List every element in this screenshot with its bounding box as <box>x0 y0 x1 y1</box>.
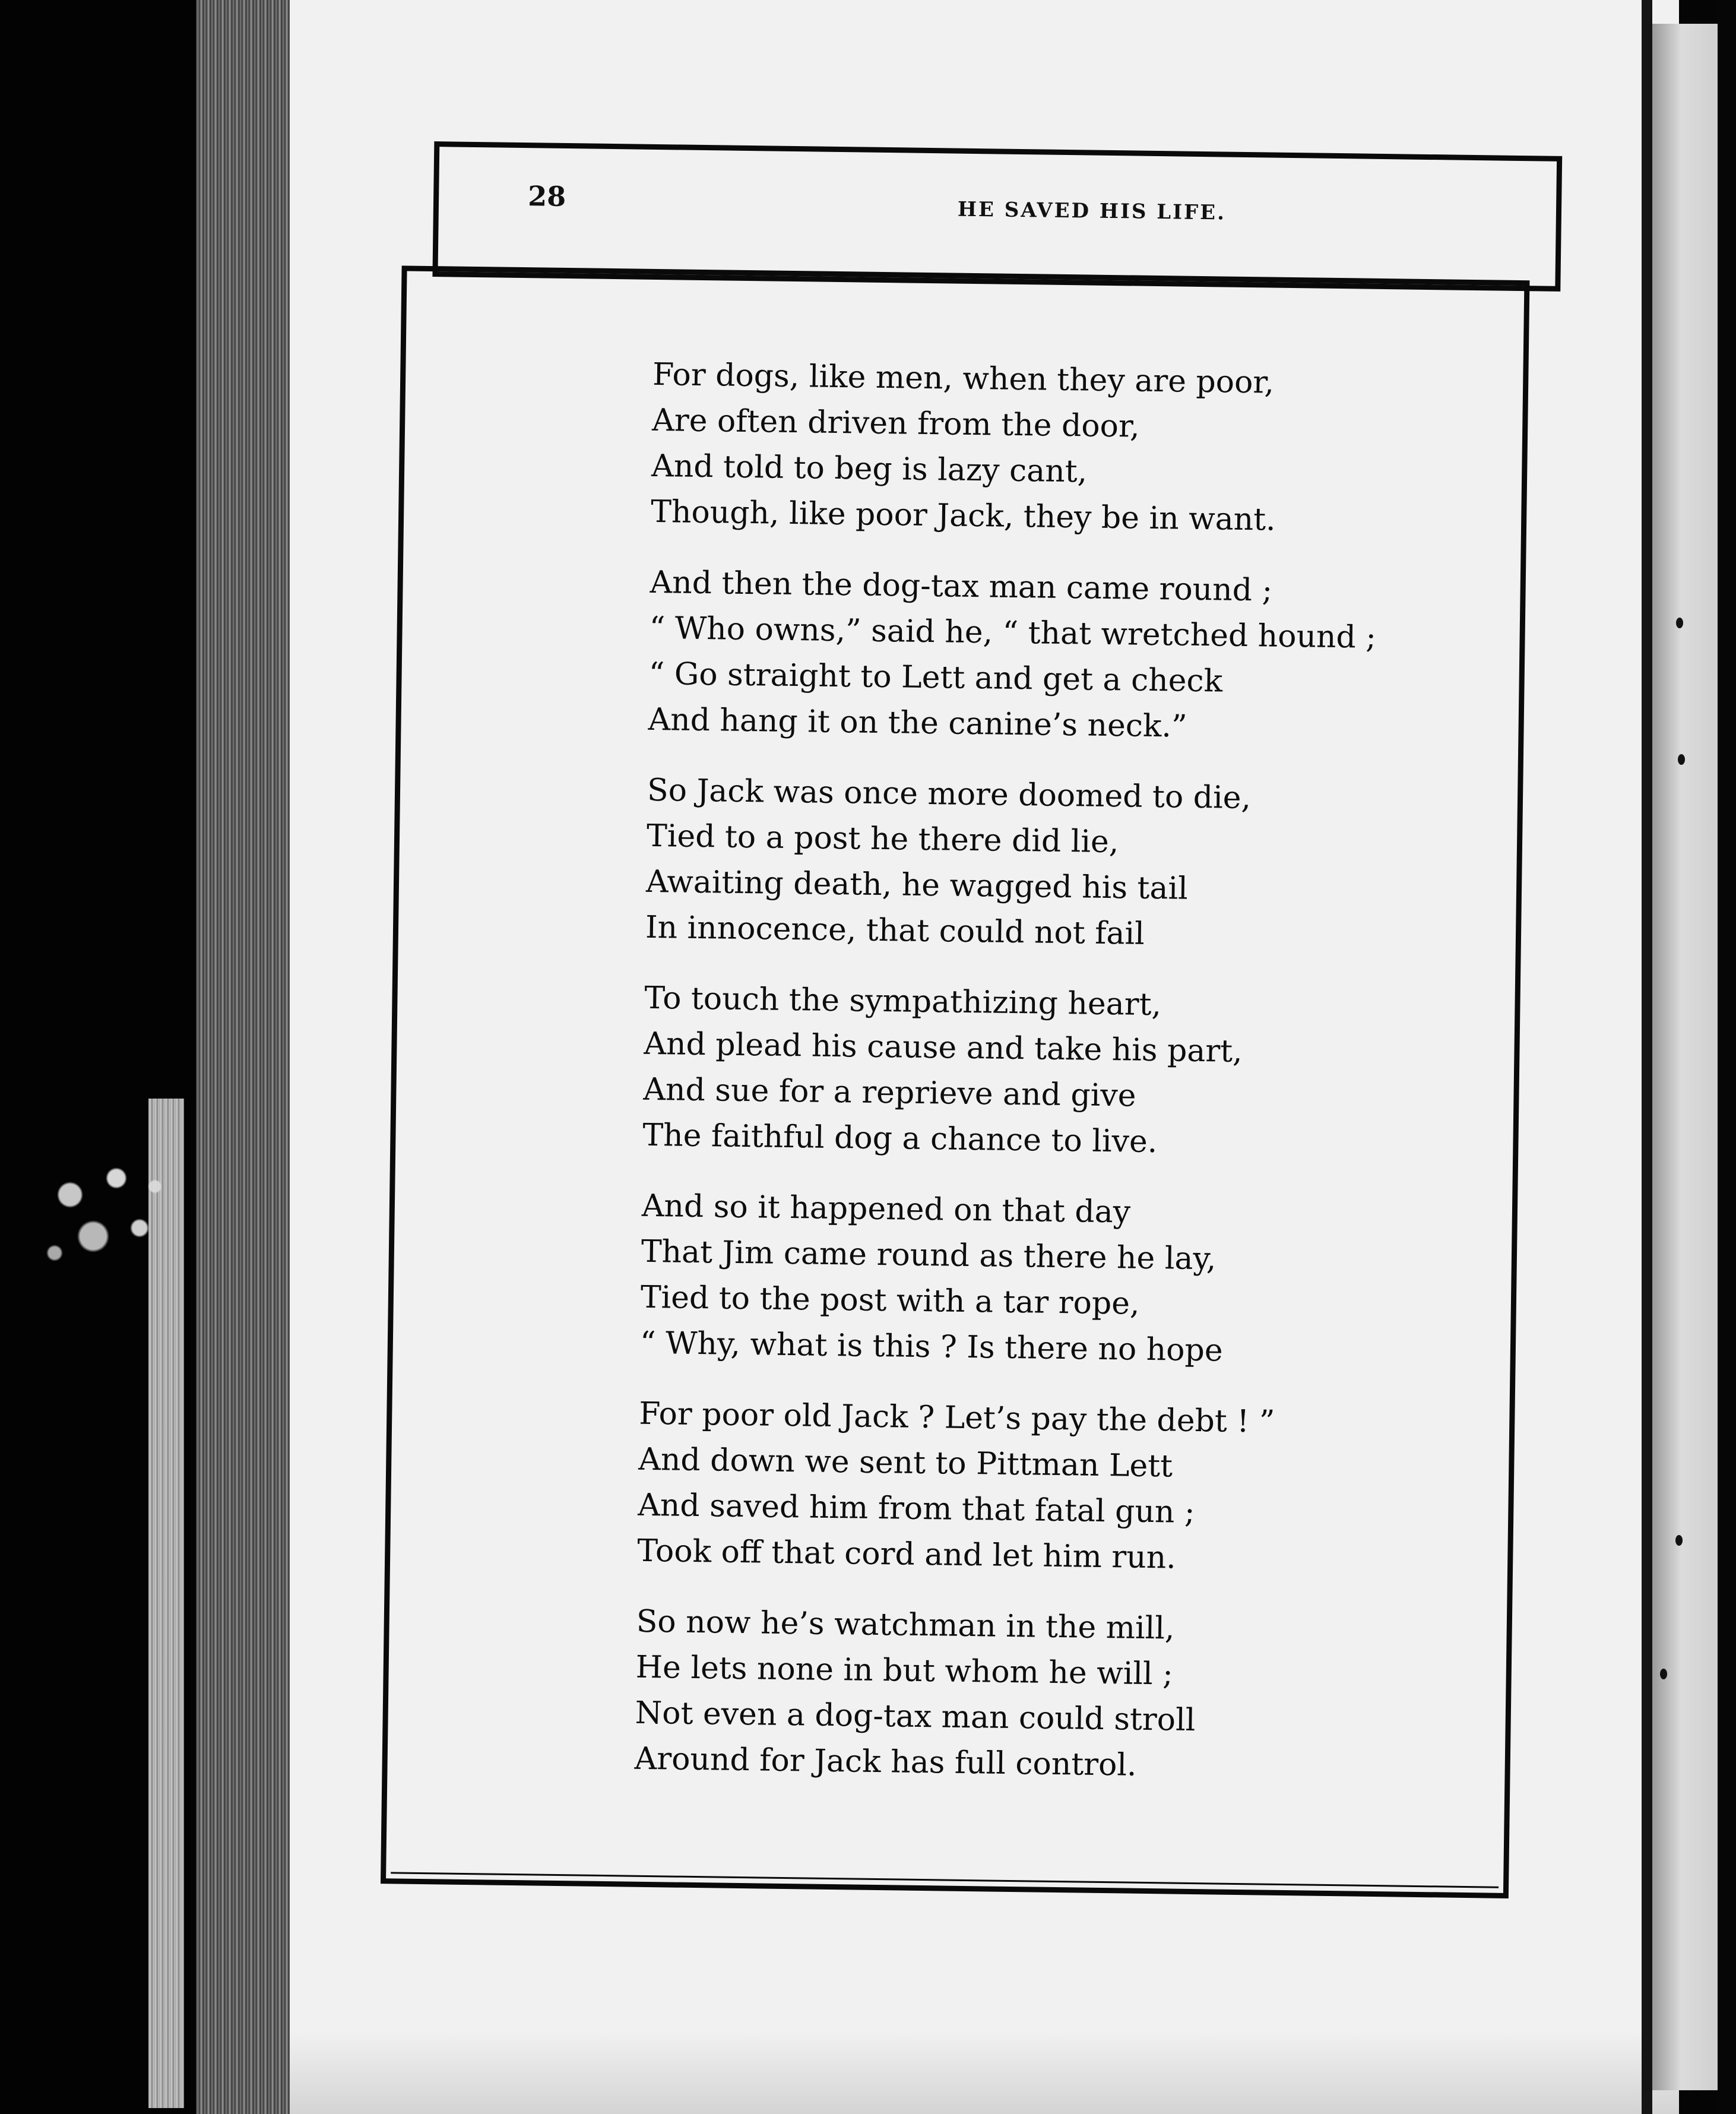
stanza <box>651 352 1380 545</box>
poem-line: Took off that cord and let him run. <box>636 1533 1177 1576</box>
running-title: HE SAVED HIS LIFE. <box>957 197 1227 225</box>
poem <box>634 352 1380 1816</box>
poem-line: “ Who owns,” said he, “ that wretched hound ; <box>649 610 1377 656</box>
scan-debris <box>24 1128 178 1295</box>
poem-line: And hang it on the canine’s neck.” <box>648 701 1187 745</box>
poem-line: Tied to a post he there did lie, <box>646 818 1119 860</box>
poem-line: For dogs, like men, when they are poor, <box>652 356 1275 401</box>
poem-line: The faithful dog a chance to live. <box>642 1117 1158 1160</box>
page-gutter-edge <box>1642 0 1652 2114</box>
poem-line: Tied to the post with a tar rope, <box>640 1279 1140 1322</box>
stanza <box>639 1183 1368 1376</box>
stanza <box>637 1391 1366 1584</box>
poem-line: And saved him from that fatal gun ; <box>637 1487 1195 1531</box>
poem-line: And plead his cause and take his part, <box>644 1026 1243 1069</box>
poem-line: And told to beg is lazy cant, <box>651 448 1088 490</box>
page-shadow <box>290 2031 1679 2114</box>
book-page-edges <box>196 0 291 2114</box>
paper-speck <box>1676 618 1683 628</box>
scan-background-right <box>1718 0 1736 2114</box>
poem-line: So Jack was once more doomed to die, <box>647 772 1252 817</box>
poem-line: “ Go straight to Lett and get a check <box>648 656 1223 700</box>
stanza <box>634 1599 1363 1792</box>
poem-line: And then the dog-tax man came round ; <box>650 564 1273 609</box>
page-number: 28 <box>527 180 566 213</box>
poem-line: To touch the sympathizing heart, <box>644 980 1162 1023</box>
poem-line: Around for Jack has full control. <box>634 1740 1137 1783</box>
paper-speck <box>1675 1535 1683 1546</box>
poem-line: And so it happened on that day <box>641 1188 1131 1230</box>
page-frame <box>381 141 1561 1907</box>
poem-line: Are often driven from the door, <box>651 402 1141 445</box>
poem-line: And down we sent to Pittman Lett <box>638 1441 1173 1485</box>
stanza <box>645 768 1374 960</box>
poem-line: Not even a dog-tax man could stroll <box>635 1695 1196 1739</box>
paper-speck <box>1678 754 1685 765</box>
poem-line: Though, like poor Jack, they be in want. <box>650 493 1276 538</box>
poem-line: And sue for a reprieve and give <box>643 1071 1136 1114</box>
poem-line: “ Why, what is this ? Is there no hope <box>639 1325 1224 1369</box>
poem-line: For poor old Jack ? Let’s pay the debt ! ” <box>638 1395 1275 1440</box>
poem-line: Awaiting death, he wagged his tail <box>645 863 1189 907</box>
next-page-edge <box>1652 24 1718 2090</box>
poem-line: He lets none in but whom he will ; <box>635 1649 1174 1692</box>
paper-speck <box>1660 1669 1667 1679</box>
stanza <box>642 976 1371 1168</box>
poem-line: That Jim came round as there he lay, <box>641 1233 1217 1277</box>
stanza <box>648 560 1377 752</box>
poem-line: So now he’s watchman in the mill, <box>636 1603 1175 1647</box>
poem-line: In innocence, that could not fail <box>645 909 1145 952</box>
